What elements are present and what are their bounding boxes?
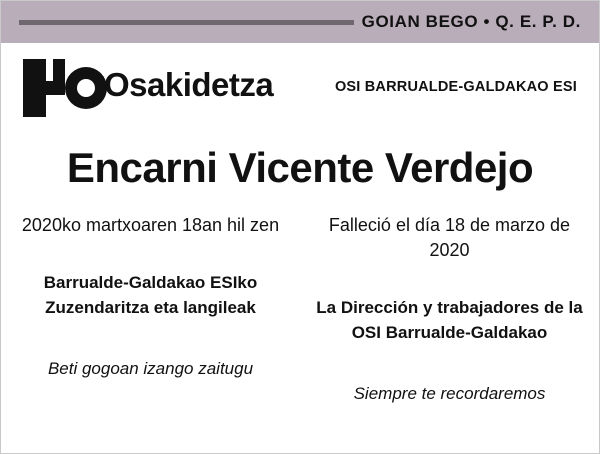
signature-spanish: La Dirección y trabajadores de la OSI Barrualde-Galdakao xyxy=(316,298,583,342)
motto-spanish: Siempre te recordaremos xyxy=(353,384,546,403)
banner-text: GOIAN BEGO • Q. E. P. D. xyxy=(361,12,581,31)
top-banner xyxy=(1,1,599,43)
motto-basque: Beti gogoan izango zaitugu xyxy=(47,359,254,378)
signature-basque: Barrualde-Galdakao ESIko Zuzendaritza eta langileak xyxy=(43,273,258,317)
column-basque xyxy=(1,213,300,406)
osakidetza-logo-icon xyxy=(23,59,91,117)
header-row xyxy=(1,43,599,121)
death-date-basque: 2020ko martxoaren 18an hil zen xyxy=(21,215,280,235)
death-date-spanish: Falleció el día 18 de marzo de 2020 xyxy=(328,215,571,260)
deceased-name: Encarni Vicente Verdejo xyxy=(66,144,534,191)
logo-wordmark: Osakidetza xyxy=(104,66,274,103)
banner-rule xyxy=(19,20,354,25)
column-spanish xyxy=(300,213,599,406)
obituary-columns xyxy=(1,213,599,406)
organization-name: OSI BARRUALDE-GALDAKAO ESI xyxy=(334,79,577,95)
